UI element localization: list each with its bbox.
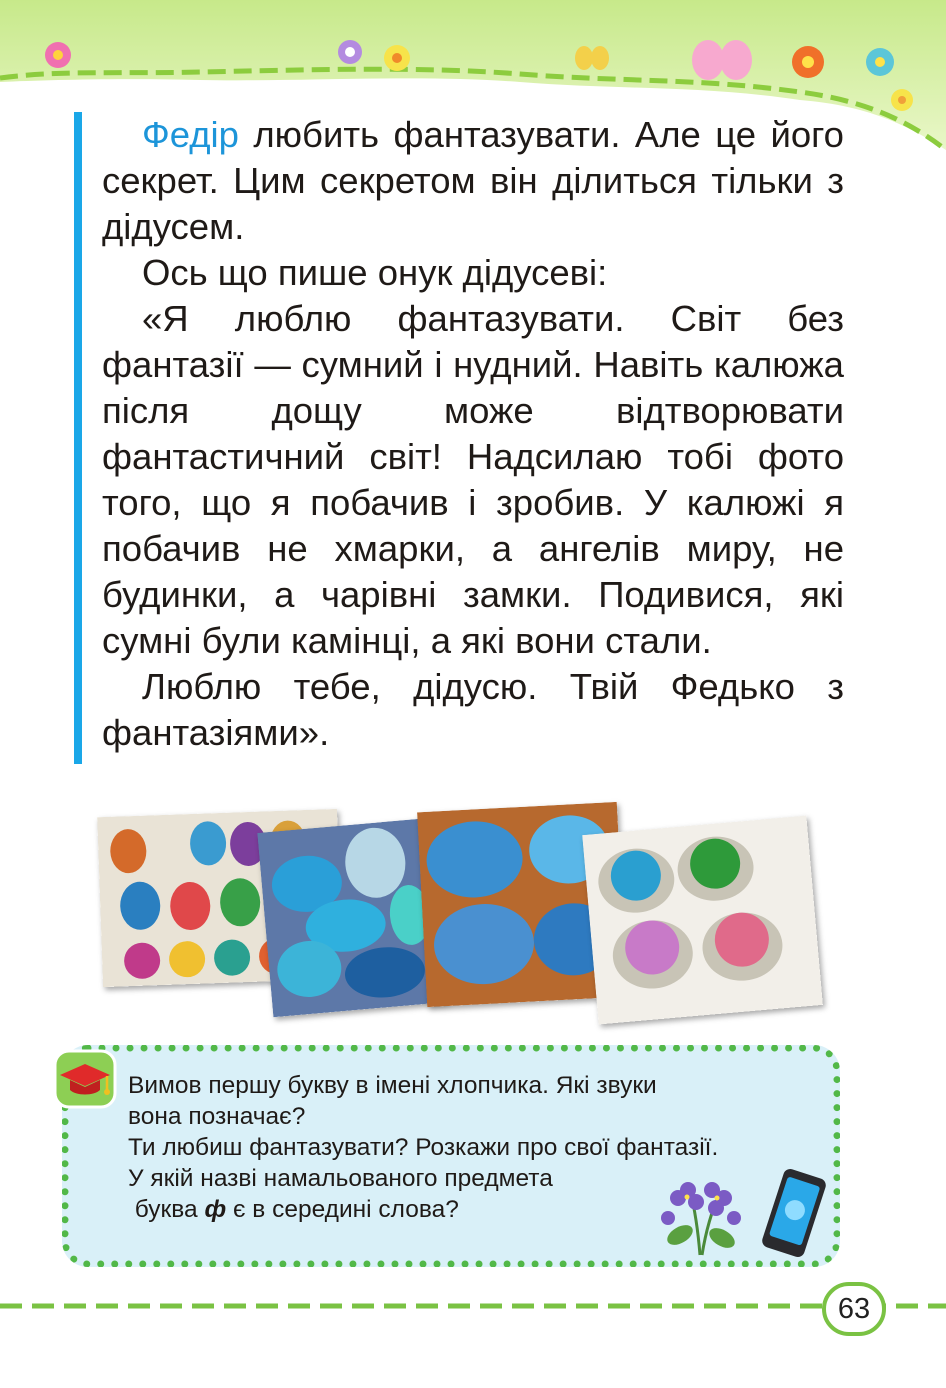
tree-painted-stones-photo xyxy=(582,816,823,1025)
footer-dashed-line xyxy=(0,1301,946,1311)
boy-name: Федір xyxy=(142,114,239,155)
flower-icon xyxy=(792,46,824,78)
story-text xyxy=(74,112,844,764)
paragraph-1: Федір любить фантазувати. Але це його секрет. Цим секретом він ділиться тільки з дідусем. xyxy=(102,114,844,247)
paragraph-4: Люблю тебе, дідусю. Твій Федько з фантазіями». xyxy=(102,666,844,753)
paragraph-3: «Я люблю фантазувати. Світ без фантазії — сумний і нудний. Навіть калюжа після дощу може відтворювати фантастичний світ! Надсилаю тобі фото того, що я побачив і зробив. У калюжі я побачив не хмарки, а ангелів миру, не будинки, а чарівні замки. Подивися, які сумні були камінці, а які вони стали. xyxy=(102,298,844,661)
flower-icon xyxy=(45,42,71,68)
flower-icon xyxy=(384,45,410,71)
page-number: 63 xyxy=(822,1282,886,1336)
task-line-5: буква ф є в середині слова? xyxy=(128,1196,459,1223)
flower-icon xyxy=(891,89,913,111)
task-line-1: Вимов першу букву в імені хлопчика. Які звуки xyxy=(128,1072,657,1099)
smartphone-icon xyxy=(758,1168,830,1258)
task-line-4: У якій назві намальованого предмета xyxy=(128,1165,553,1192)
task-line-3: Ти любиш фантазувати? Розкажи про свої фантазії. xyxy=(128,1134,719,1161)
photos-collage xyxy=(100,795,820,1025)
letter-f: ф xyxy=(204,1196,227,1223)
flower-icon xyxy=(338,40,362,64)
graduation-cap-icon xyxy=(52,1048,118,1110)
flower-icon xyxy=(866,48,894,76)
task-line-2: вона позначає? xyxy=(128,1103,306,1130)
paragraph-2: Ось що пише онук дідусеві: xyxy=(142,252,608,293)
violet-flowers-icon xyxy=(650,1160,750,1260)
